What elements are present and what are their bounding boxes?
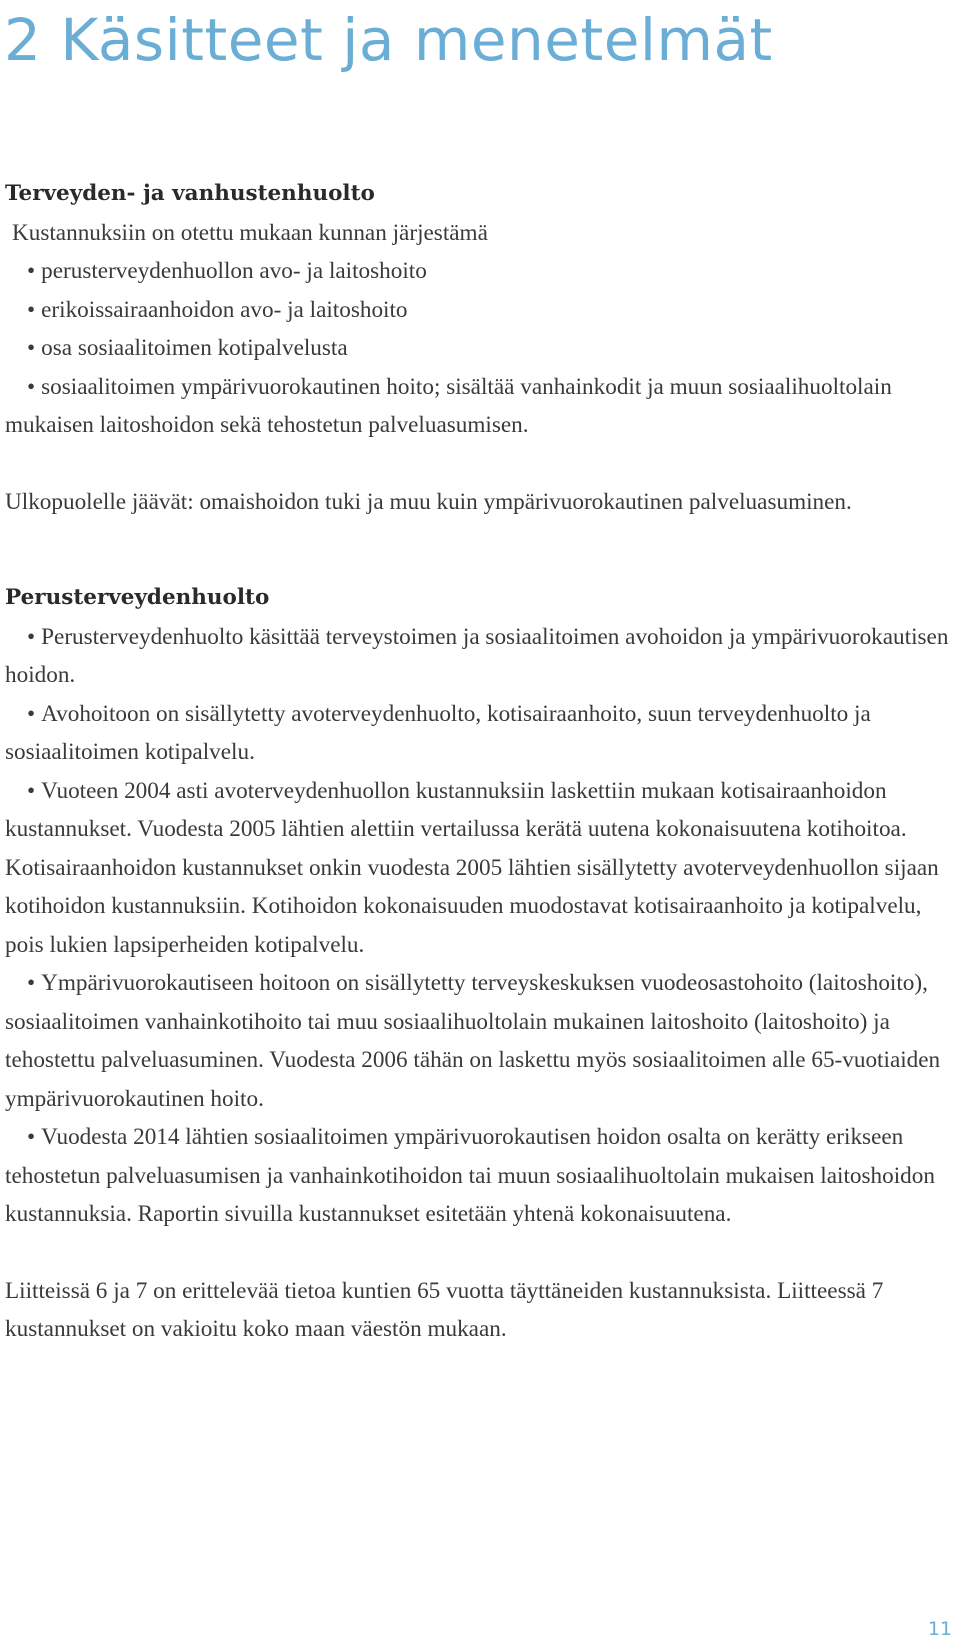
section-intro: Kustannuksiin on otettu mukaan kunnan järjestämä: [12, 219, 488, 246]
bullet-icon: •: [27, 1124, 36, 1150]
list-item: • sosiaalitoimen ympärivuorokautinen hoito; sisältää vanhainkodit ja muun sosiaalihuoltolain mukaisen laitoshoidon sekä tehostetun palveluasumisen.: [5, 368, 955, 445]
bullet-icon: •: [27, 296, 36, 323]
page-content: [5, 175, 955, 1349]
bullet-icon: •: [27, 700, 36, 727]
list-item: • erikoissairaanhoidon avo- ja laitoshoito: [5, 291, 955, 330]
bullet-icon: •: [27, 623, 36, 650]
chapter-title: 2 Käsitteet ja menetelmät: [4, 6, 773, 74]
primary-care-list: [5, 618, 955, 1234]
section-heading-health-elderly: Terveyden- ja vanhustenhuolto: [5, 181, 375, 206]
list-item: • Avohoitoon on sisällytetty avoterveydenhuolto, kotisairaanhoito, suun terveydenhuolto ja sosiaalitoimen kotipalvelu.: [5, 695, 955, 772]
bullet-icon: •: [27, 777, 36, 804]
bullet-icon: •: [27, 335, 36, 361]
bullet-icon: •: [27, 970, 36, 996]
list-item: • Perusterveydenhuolto käsittää terveystoimen ja sosiaalitoimen avohoidon ja ympärivuorokautisen hoidon.: [5, 618, 955, 695]
list-item: • Vuoteen 2004 asti avoterveydenhuollon kustannuksiin laskettiin mukaan kotisairaanhoidon kustannukset. Vuodesta 2005 lähtien alettiin vertailussa kerätä uutena kokonaisuutena kotihoitoa. Kotisairaanhoidon kustannukset onkin vuodesta 2005 lähtien sisällytetty avoterveydenhuollon sijaan kotihoidon kustannuksiin. Kotihoidon kokonaisuuden muodostavat kotisairaanhoito ja kotipalvelu, pois lukien lapsiperheiden kotipalvelu.: [5, 772, 955, 965]
list-item: • perusterveydenhuollon avo- ja laitoshoito: [5, 252, 955, 291]
list-item: • osa sosiaalitoimen kotipalvelusta: [5, 329, 955, 368]
list-item: • Vuodesta 2014 lähtien sosiaalitoimen ympärivuorokautisen hoidon osalta on kerätty erikseen tehostetun palveluasumisen ja vanhainkotihoidon tai muun sosiaalihuoltolain mukaisen laitoshoidon kustannuksia. Raportin sivuilla kustannukset esitetään yhtenä kokonaisuutena.: [5, 1118, 955, 1234]
list-item: • Ympärivuorokautiseen hoitoon on sisällytetty terveyskeskuksen vuodeosastohoito (laitoshoito), sosiaalitoimen vanhainkotihoito tai muu sosiaalihuoltolain mukainen laitoshoito (laitoshoito) ja tehostettu palveluasuminen. Vuodesta 2006 tähän on laskettu myös sosiaalitoimen alle 65-vuotiaiden ympärivuorokautinen hoito.: [5, 964, 955, 1118]
page-number: 11: [927, 1618, 952, 1640]
excluded-items-text: Ulkopuolelle jäävät: omaishoidon tuki ja muu kuin ympärivuorokautinen palveluasuminen.: [5, 488, 852, 515]
section-heading-primary-care: Perusterveydenhuolto: [5, 585, 270, 610]
bullet-icon: •: [27, 258, 36, 284]
included-services-list: [5, 252, 955, 445]
bullet-icon: •: [27, 373, 36, 400]
appendix-note: Liitteissä 6 ja 7 on erittelevää tietoa kuntien 65 vuotta täyttäneiden kustannuksista. Liitteessä 7 kustannukset on vakioitu koko maan väestön mukaan.: [5, 1277, 884, 1342]
